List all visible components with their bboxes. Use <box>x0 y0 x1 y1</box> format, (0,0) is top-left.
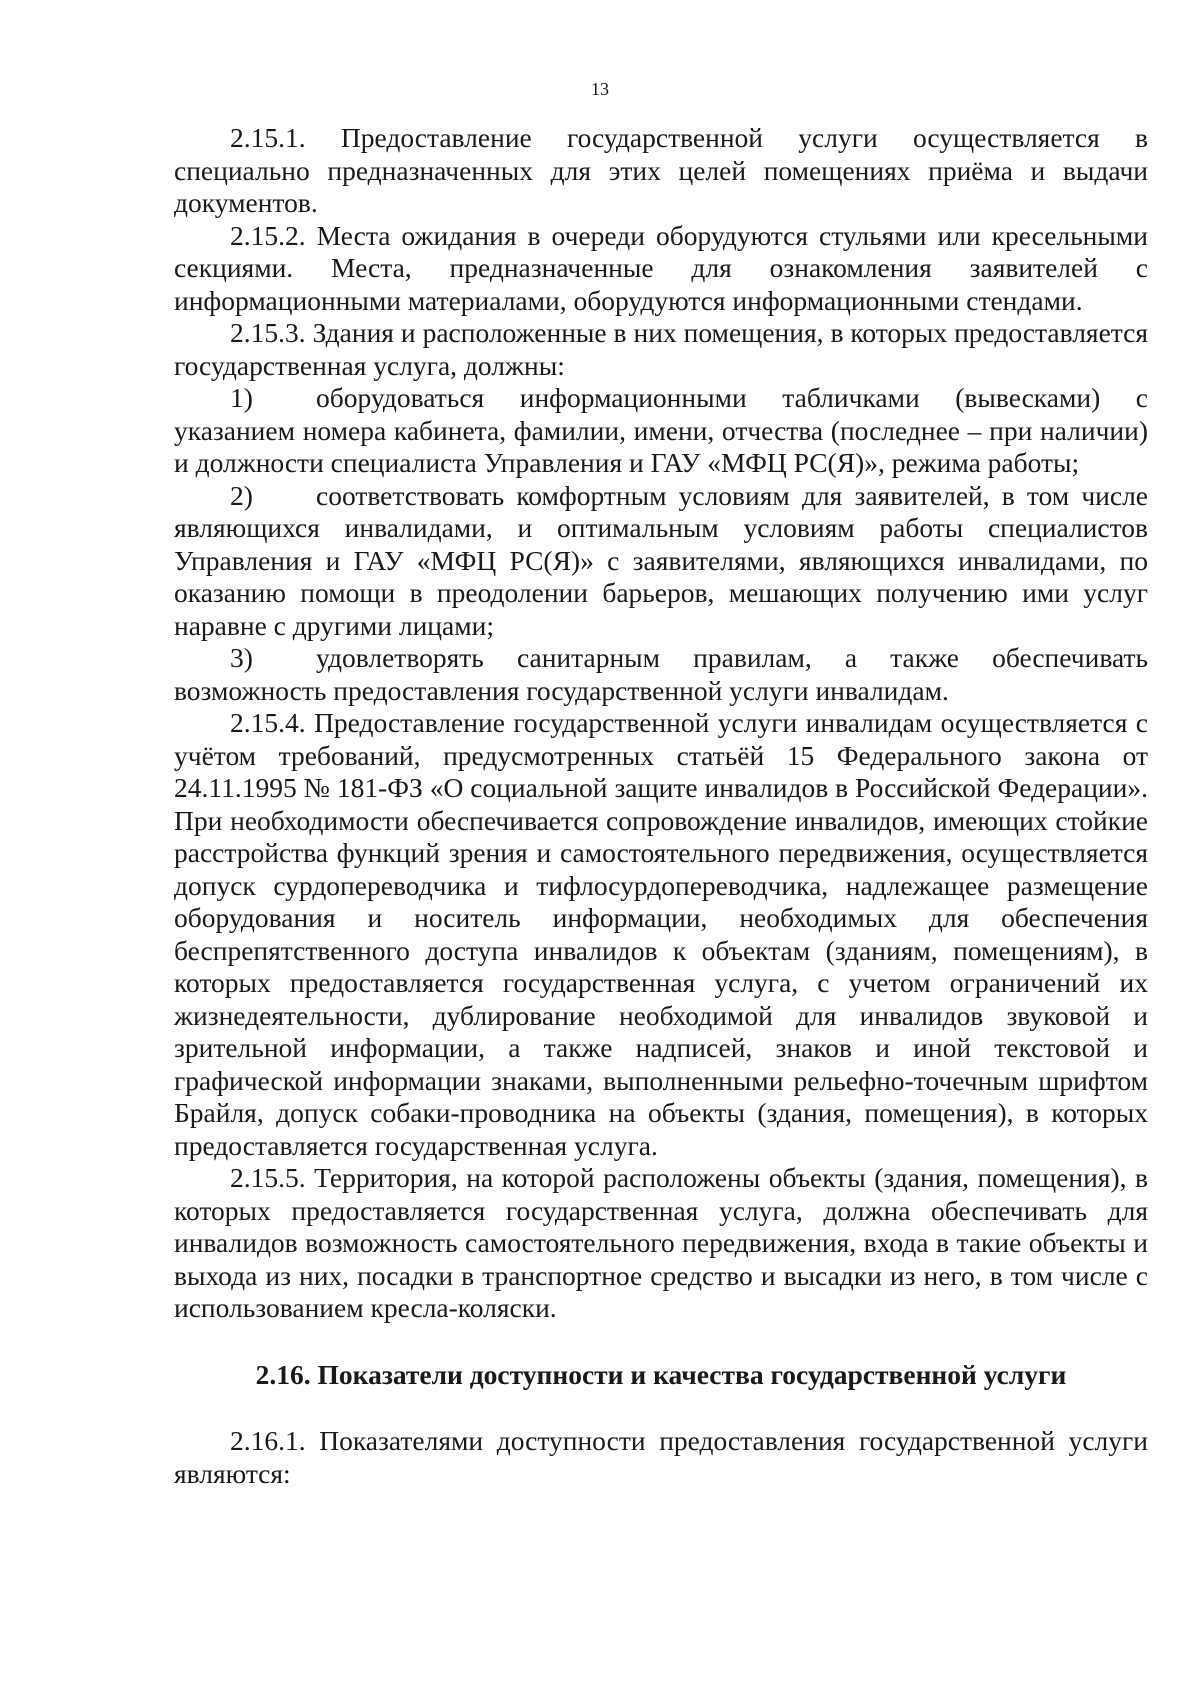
paragraph-text: 2.15.2. Места ожидания в очереди оборудуются стульями или кресельными секциями. Места, предназначенные для ознакомления заявителей с информационными материалами, оборудуются информационными стендами. <box>174 219 1148 316</box>
paragraph <box>174 1425 1148 1490</box>
section-2-16-paragraphs <box>174 1425 1148 1490</box>
paragraph-text: оборудоваться информационными табличками (вывесками) с указанием номера кабинета, фамилии, имени, отчества (последнее – при наличии) и должности специалиста Управления и ГАУ «МФЦ РС(Я)», режима работы; <box>174 382 1148 478</box>
paragraph-text: 2.15.3. Здания и расположенные в них помещения, в которых предоставляется государственная услуга, должны: <box>174 317 1148 381</box>
list-item <box>174 480 1148 643</box>
paragraph-text: 2.16.1. Показателями доступности предоставления государственной услуги являются: <box>174 1425 1148 1489</box>
document-body <box>174 122 1148 1490</box>
paragraph-text: 2.15.1. Предоставление государственной услуги осуществляется в специально предназначенных для этих целей помещениях приёма и выдачи документов. <box>174 122 1148 218</box>
paragraph <box>174 707 1148 1162</box>
list-item <box>174 382 1148 480</box>
page-number: 13 <box>591 79 609 99</box>
list-item <box>174 642 1148 707</box>
list-item-number: 1) <box>230 382 253 413</box>
list-item-number: 2) <box>230 479 253 511</box>
section-heading: 2.16. Показатели доступности и качества государственной услуги <box>255 1358 1067 1390</box>
paragraph <box>174 317 1148 382</box>
list-item-number: 3) <box>230 642 253 673</box>
paragraph-text: 2.15.5. Территория, на которой расположены объекты (здания, помещения), в которых предоставляется государственная услуга, должна обеспечивать для инвалидов возможность самостоятельного передвижения, входа в такие объекты и выхода из них, посадки в транспортное средство и высадки из него, в том числе с использованием кресла-коляски. <box>174 1162 1148 1323</box>
paragraph <box>174 220 1148 318</box>
paragraph-text: удовлетворять санитарным правилам, а также обеспечивать возможность предоставления государственной услуги инвалидам. <box>174 642 1148 706</box>
paragraph-text: соответствовать комфортным условиям для заявителей, в том числе являющихся инвалидами, и оптимальным условиям работы специалистов Управления и ГАУ «МФЦ РС(Я)» с заявителями, являющихся инвалидами, по оказанию помощи в преодолении барьеров, мешающих получению ими услуг наравне с другими лицами; <box>174 479 1148 641</box>
paragraph-text: 2.15.4. Предоставление государственной услуги инвалидам осуществляется с учётом требований, предусмотренных статьёй 15 Федерального закона от 24.11.1995 № 181-ФЗ «О социальной защите инвалидов в Российской Федерации». При необходимости обеспечивается сопровождение инвалидов, имеющих стойкие расстройства функций зрения и самостоятельного передвижения, осуществляется допуск сурдопереводчика и тифлосурдопереводчика, надлежащее размещение оборудования и носитель информации, необходимых для обеспечения беспрепятственного доступа инвалидов к объектам (зданиям, помещениям), в которых предоставляется государственная услуга, с учетом ограничений их жизнедеятельности, дублирование необходимой для инвалидов звуковой и зрительной информации, а также надписей, знаков и иной текстовой и графической информации знаками, выполненными рельефно-точечным шрифтом Брайля, допуск собаки-проводника на объекты (здания, помещения), в которых предоставляется государственная услуга. <box>174 707 1148 1161</box>
paragraph <box>174 1162 1148 1325</box>
section-2-15-paragraphs <box>174 122 1148 1325</box>
paragraph <box>174 122 1148 220</box>
